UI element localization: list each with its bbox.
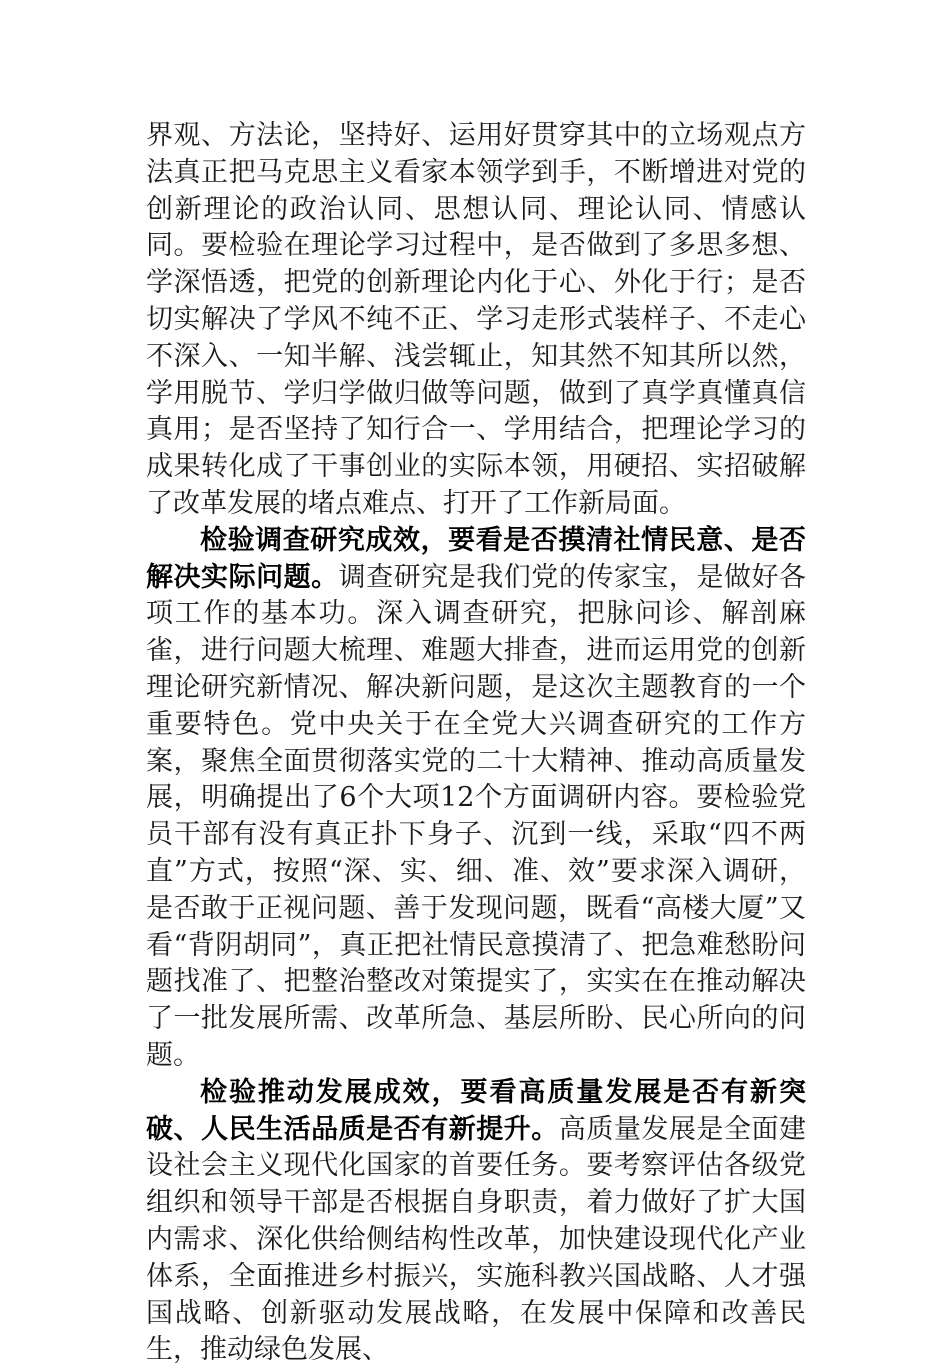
paragraph-3-body: 高质量发展是全面建设社会主义现代化国家的首要任务。要考察评估各级党组织和领导干部是否根据自身职责，着力做好了扩大国内需求、深化供给侧结构性改革，加快建设现代化产业体系，全面推进乡村振兴，实施科教兴国战略、人才强国战略、创新驱动发展战略，在发展中保障和改善民生，推动绿色发展、: [146, 1113, 807, 1366]
paragraph-2: [146, 523, 806, 1075]
paragraph-3-lead: 检验推动发展成效，要看高质量发展是否有新突破、人民生活品质是否有新提升。: [146, 1076, 806, 1145]
paragraph-1: [146, 118, 806, 523]
paragraph-2-lead: 检验调查研究成效，要看是否摸清社情民意、是否解决实际问题。: [146, 524, 806, 593]
paragraph-2-body: 调查研究是我们党的传家宝，是做好各项工作的基本功。深入调查研究，把脉问诊、解剖麻雀，进行问题大梳理、难题大排查，进而运用党的创新理论研究新情况、解决新问题，是这次主题教育的一个重要特色。党中央关于在全党大兴调查研究的工作方案，聚焦全面贯彻落实党的二十大精神、推动高质量发展，明确提出了6个大项12个方面调研内容。要检验党员干部有没有真正扑下身子、沉到一线，采取“四不两直”方式，按照“深、实、细、准、效”要求深入调研，是否敢于正视问题、善于发现问题，既看“高楼大厦”又看“背阴胡同”，真正把社情民意摸清了、把急难愁盼问题找准了、把整治整改对策提实了，实实在在推动解决了一批发展所需、改革所急、基层所盼、民心所向的问题。: [146, 561, 807, 1071]
document-page: [146, 118, 806, 1369]
paragraph-3: [146, 1075, 806, 1369]
paragraph-1-body: 界观、方法论，坚持好、运用好贯穿其中的立场观点方法真正把马克思主义看家本领学到手，不断增进对党的创新理论的政治认同、思想认同、理论认同、情感认同。要检验在理论学习过程中，是否做到了多思多想、学深悟透，把党的创新理论内化于心、外化于行；是否切实解决了学风不纯不正、学习走形式装样子、不走心不深入、一知半解、浅尝辄止，知其然不知其所以然，学用脱节、学归学做归做等问题，做到了真学真懂真信真用；是否坚持了知行合一、学用结合，把理论学习的成果转化成了干事创业的实际本领，用硬招、实招破解了改革发展的堵点难点、打开了工作新局面。: [146, 120, 806, 519]
